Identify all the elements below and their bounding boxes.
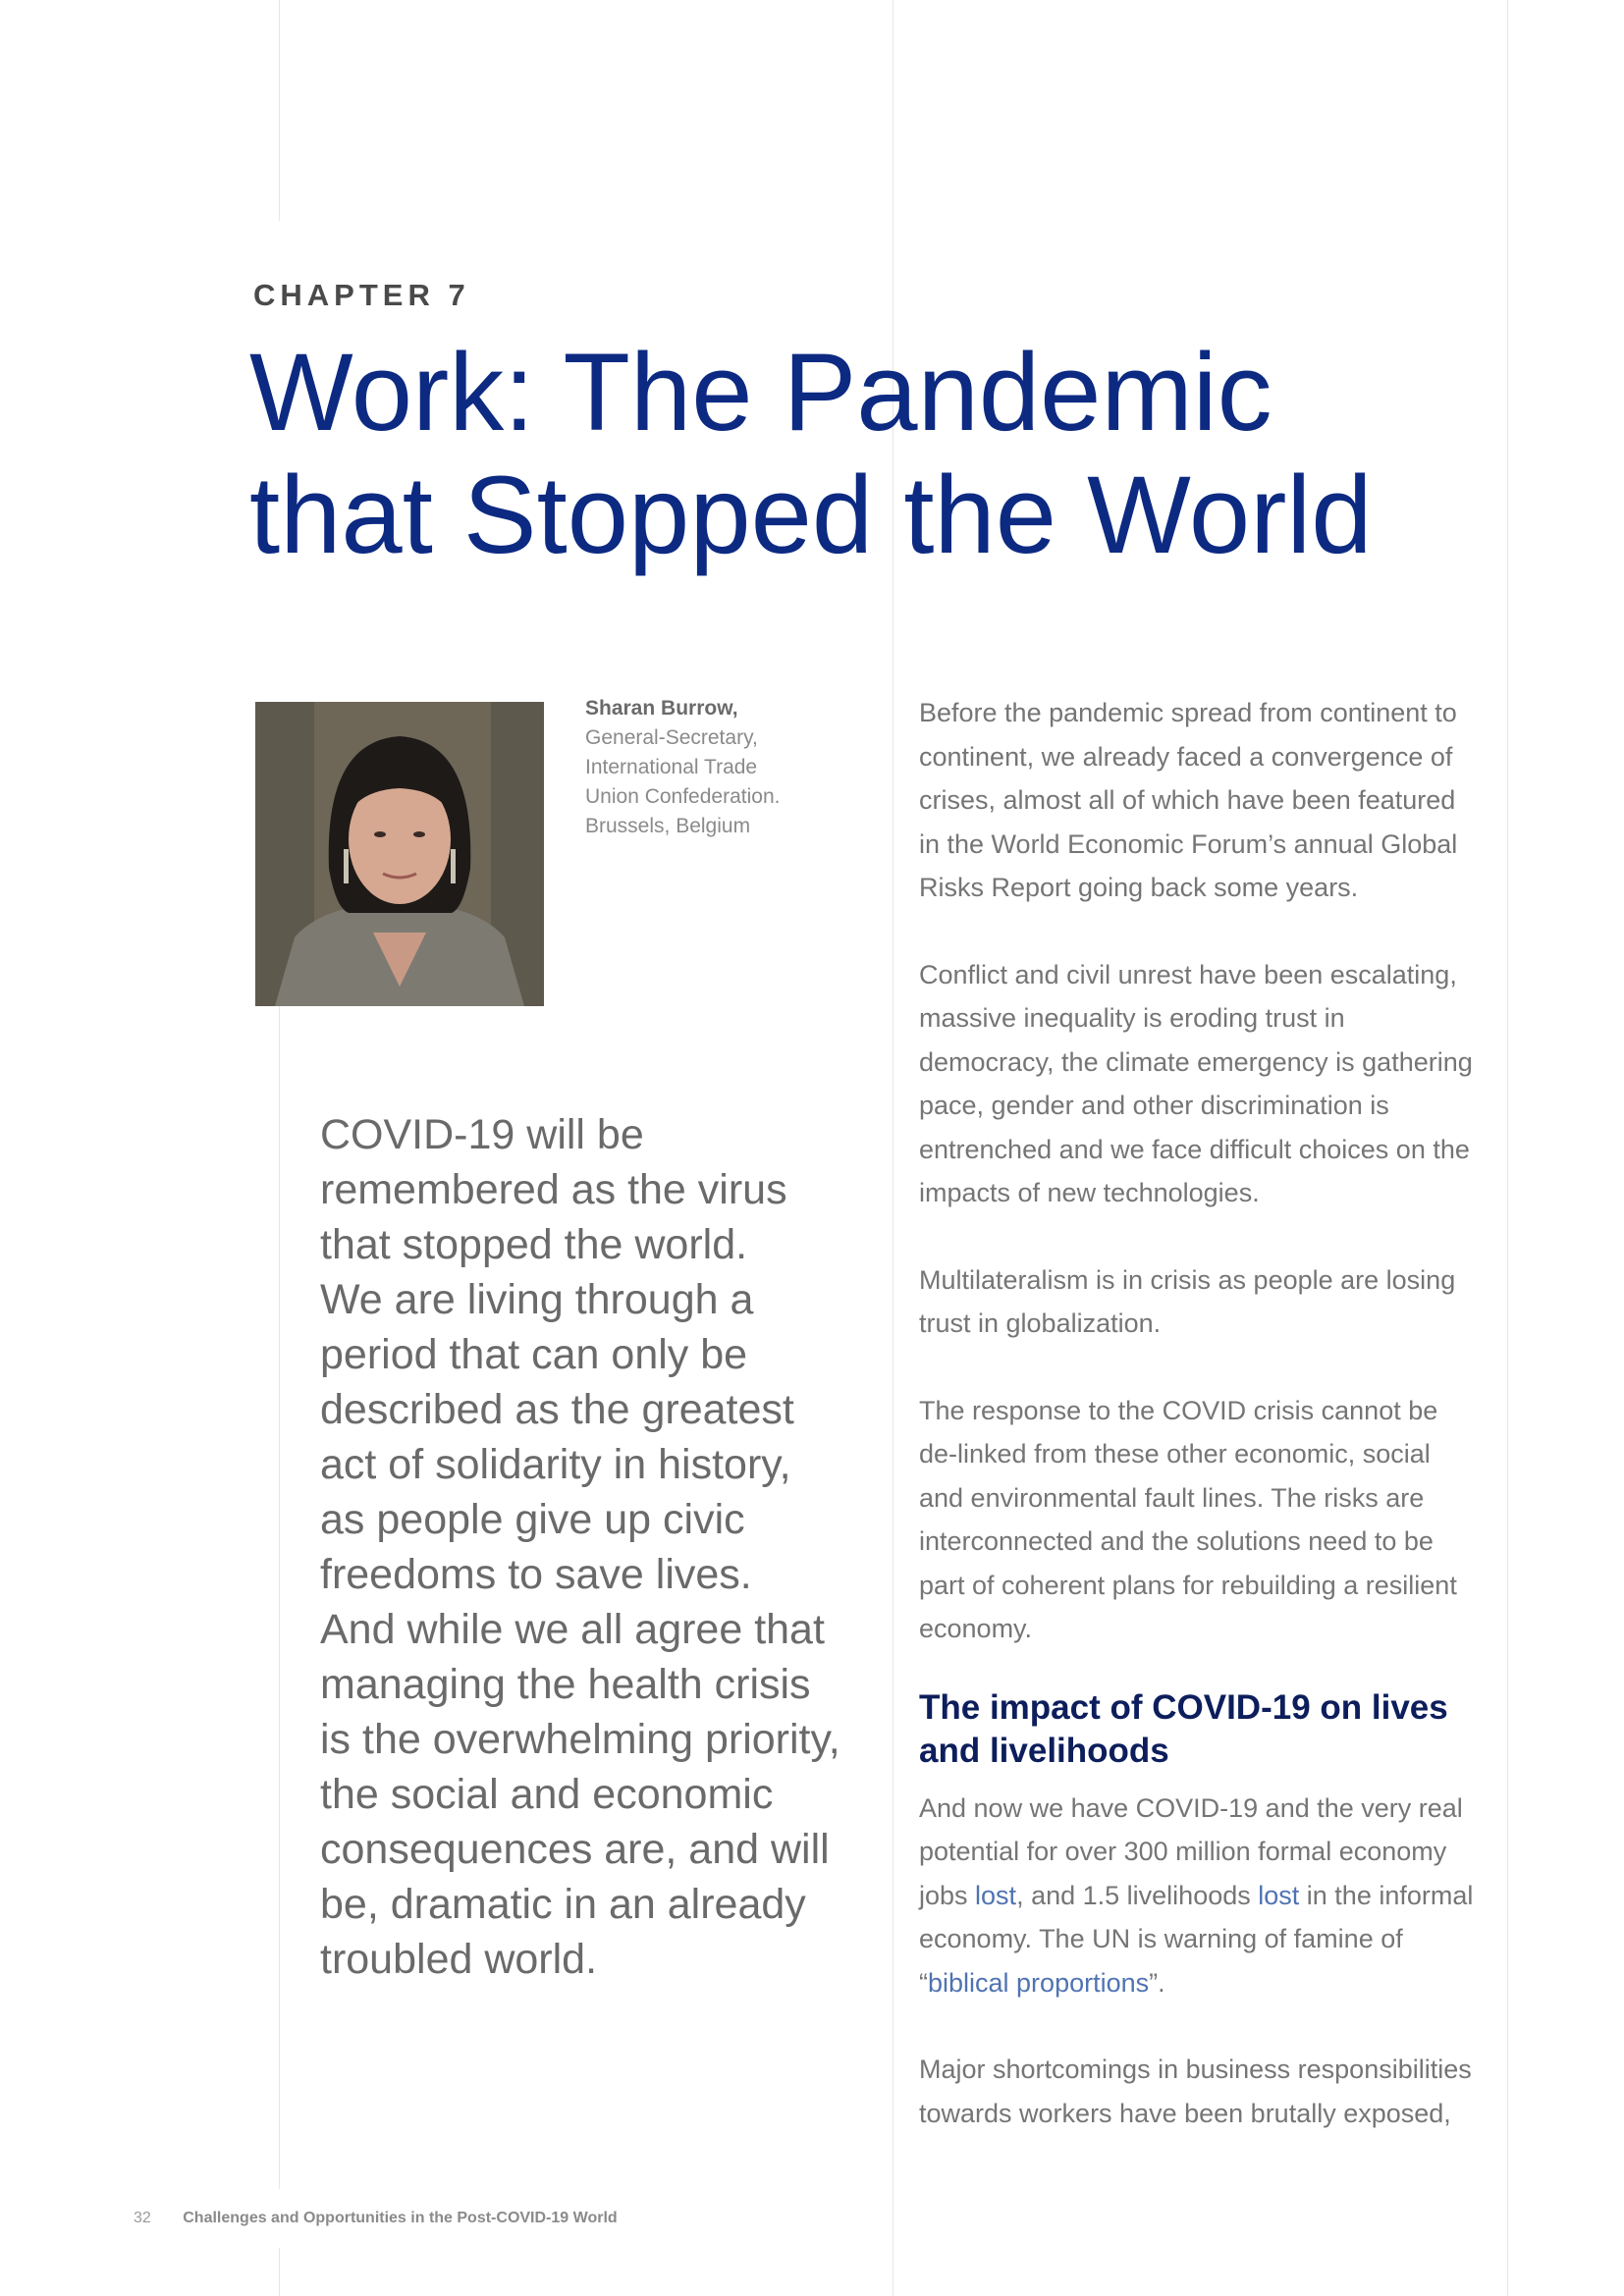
text-line: in the World Economic Forum’s annual Global [919,828,1458,859]
text-line: potential for over 300 million formal economy [919,1837,1447,1866]
quote-line: period that can only be [320,1331,748,1378]
text-line: Major shortcomings in business responsibilities [919,2055,1472,2084]
text-line [919,1874,1489,1918]
quote-line: remembered as the virus [320,1166,787,1213]
text-segment: ”. [1149,1967,1165,1998]
quote-line: the social and economic [320,1771,774,1818]
heading-line: and livelihoods [919,1731,1169,1770]
body-column [919,691,1489,2178]
column-rule-left [279,1006,280,2189]
text-line: continent, we already faced a convergence of [919,741,1453,772]
paragraph [919,1787,1489,2005]
text-line: economy. The UN is warning of famine of [919,1924,1403,1953]
quote-line: COVID-19 will be [320,1111,644,1158]
quote-line: managing the health crisis [320,1661,811,1708]
text-line: pace, gender and other discrimination is [919,1091,1389,1120]
text-segment: , and 1.5 livelihoods [1016,1880,1259,1910]
chapter-label: CHAPTER 7 [253,278,470,312]
paragraph [919,953,1489,1215]
paragraph [919,691,1489,910]
text-line: interconnected and the solutions need to be [919,1526,1434,1556]
column-rule-right [1507,0,1508,2296]
text-line [919,1961,1489,2005]
author-role-line: Union Confederation. [585,785,781,808]
text-line: The response to the COVID crisis cannot be [919,1395,1438,1425]
author-portrait [255,702,544,1006]
text-line: Multilateralism is in crisis as people are losing [919,1264,1456,1295]
quote-line: consequences are, and will [320,1826,830,1873]
column-rule-left-top [279,0,280,221]
author-role-line: General-Secretary, [585,726,758,749]
text-line: part of coherent plans for rebuilding a resilient [919,1570,1457,1600]
quote-line: described as the greatest [320,1386,794,1433]
quote-line: We are living through a [320,1276,754,1323]
text-line: Risks Report going back some years. [919,873,1359,902]
title-line: that Stopped the World [249,454,1373,576]
author-name: Sharan Burrow, [585,697,738,720]
paragraph [919,2048,1489,2135]
text-line: Conflict and civil unrest have been escalating, [919,959,1457,989]
text-line: economy. [919,1614,1033,1643]
column-rule-left-bottom [279,2248,280,2296]
quote-line: be, dramatic in an already [320,1881,806,1928]
text-line: And now we have COVID-19 and the very real [919,1792,1463,1823]
title-line: Work: The Pandemic [249,331,1272,454]
text-line: massive inequality is eroding trust in [919,1003,1345,1033]
text-segment: jobs [919,1880,976,1910]
text-line: democracy, the climate emergency is gathering [919,1046,1473,1077]
author-role-line: International Trade [585,756,758,778]
quote-line: as people give up civic [320,1496,745,1543]
text-line: de-linked from these other economic, social [919,1439,1431,1468]
paragraph [919,1258,1489,1346]
running-title: Challenges and Opportunities in the Post-COVID-19 World [183,2210,618,2226]
text-line: towards workers have been brutally exposed, [919,2098,1451,2128]
quote-line: troubled world. [320,1936,598,1983]
text-line: impacts of new technologies. [919,1178,1260,1207]
quote-line: is the overwhelming priority, [320,1716,840,1763]
page-footer [134,2210,618,2227]
text-line: trust in globalization. [919,1308,1162,1338]
text-segment: in the informal [1299,1880,1474,1910]
page-number: 32 [134,2210,151,2226]
biblical-proportions-link[interactable]: biblical proportions [928,1967,1150,1998]
section-heading [919,1686,1489,1773]
paragraph [919,1389,1489,1651]
lost-livelihoods-link[interactable]: lost [1258,1880,1300,1910]
text-line: and environmental fault lines. The risks are [919,1482,1425,1513]
pull-quote [320,1107,870,1987]
quote-line: And while we all agree that [320,1606,825,1653]
text-line: entrenched and we face difficult choices on the [919,1134,1470,1164]
text-line: Before the pandemic spread from continent to [919,698,1457,727]
author-role-line: Brussels, Belgium [585,815,751,837]
heading-line: The impact of COVID-19 on lives [919,1687,1448,1727]
author-credit [585,694,870,841]
text-line: crises, almost all of which have been featured [919,785,1456,815]
lost-jobs-link[interactable]: lost [975,1880,1017,1910]
page-title [249,331,1506,576]
quote-line: freedoms to save lives. [320,1551,752,1598]
text-segment: “ [919,1967,928,1998]
quote-line: act of solidarity in history, [320,1441,791,1488]
quote-line: that stopped the world. [320,1221,748,1268]
